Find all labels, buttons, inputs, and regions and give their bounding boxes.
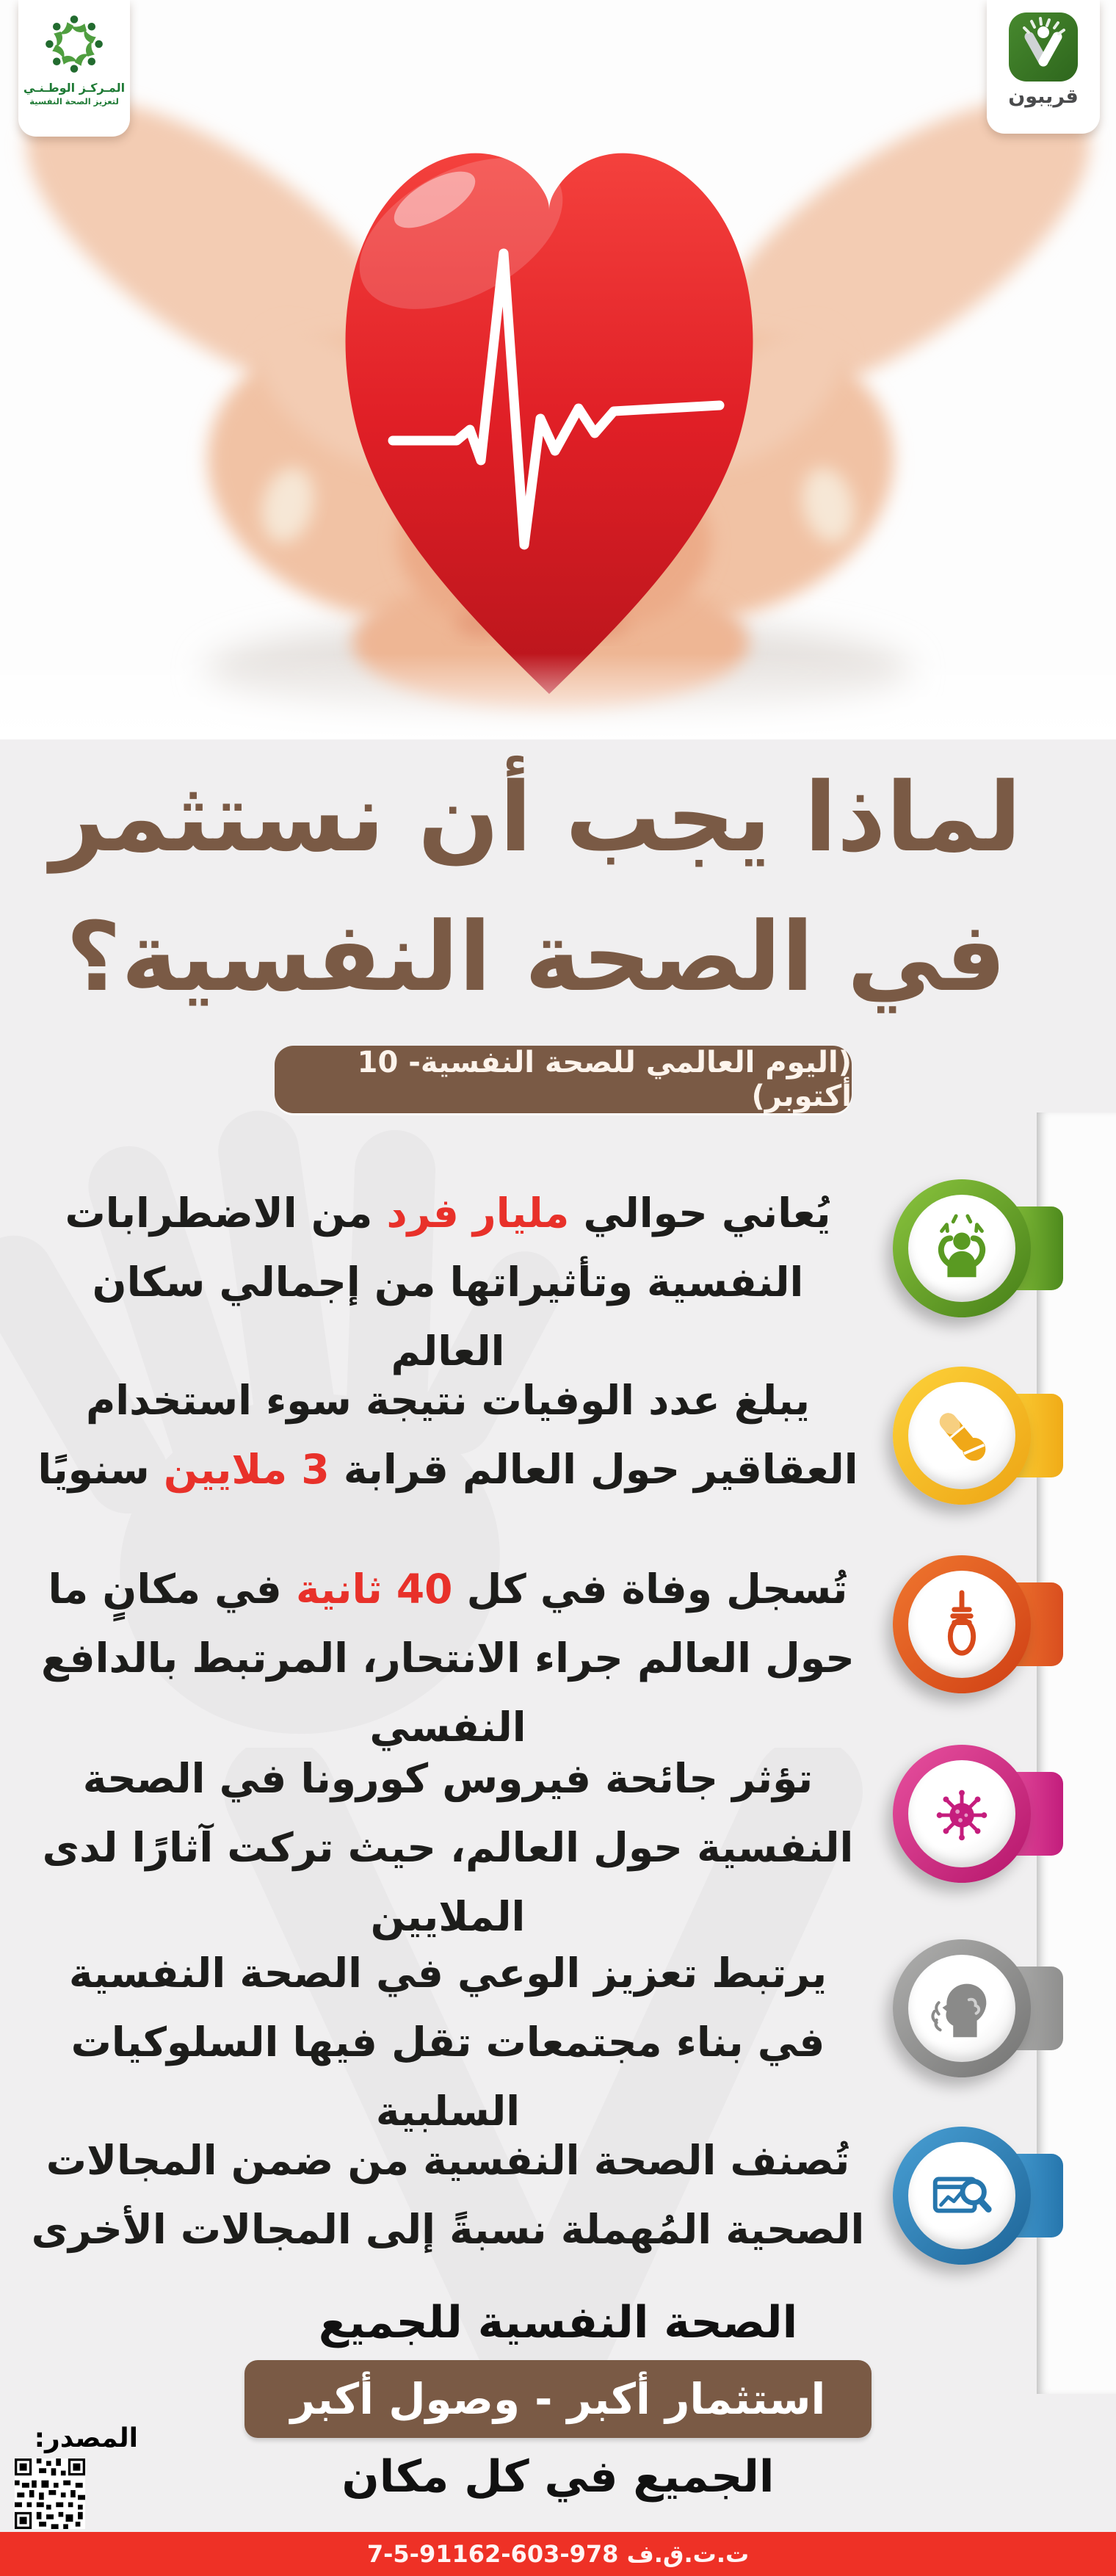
fact-text: تؤثر جائحة فيروس كورونا في الصحة النفسية حول العالم، حيث تركت آثارًا لدى الملايين (42, 1755, 854, 1940)
fact-item-disorders (0, 1179, 1116, 1375)
fact-item-covid (0, 1744, 1116, 1940)
fact-text: يُعاني حوالي مليار فرد من الاضطرابات النفسية وتأثيراتها من إجمالي سكان العالم (65, 1190, 831, 1375)
title-line1: لماذا يجب أن نستثمر (50, 761, 1022, 873)
pills-icon (893, 1367, 1031, 1505)
ncmh-logo-tab (18, 0, 130, 137)
footer-slogan-line2: الجميع في كل مكان (341, 2451, 775, 2503)
qaribon-app-icon (1007, 10, 1080, 84)
fact-item-neglected (0, 2126, 1116, 2265)
highlight-text: مليار فرد (386, 1190, 570, 1237)
fact-text: تُصنف الصحة النفسية من ضمن المجالات الصحية المُهملة نسبةً إلى المجالات الأخرى (31, 2137, 865, 2253)
source-label: المصدر: (34, 2423, 138, 2453)
hands-holding-heart-photo (0, 0, 1116, 739)
footer-slogan-line1: الصحة النفسية للجميع (318, 2297, 798, 2348)
title-line2: في الصحة النفسية؟ (65, 901, 1007, 1013)
isbn-bar (0, 2532, 1116, 2576)
fact-text: يبلغ عدد الوفيات نتيجة سوء استخدام العقاقير حول العالم قرابة 3 ملايين سنويًا (37, 1377, 858, 1493)
qaribon-logo-tab (987, 0, 1100, 134)
highlight-text: 3 ملايين (163, 1446, 330, 1493)
ncmh-name-line2: لتعزيز الصحة النفسية (29, 96, 119, 106)
fact-text: تُسجل وفاة في كل 40 ثانية في مكانٍ ما حول العالم جراء الانتحار، المرتبط بالدافع النفسي (41, 1566, 855, 1751)
fact-item-drug-deaths (0, 1366, 1116, 1505)
ncmh-star-logo-icon (39, 9, 109, 79)
source-qr-code (15, 2459, 85, 2529)
investment-badge: استثمار أكبر - وصول أكبر (244, 2360, 872, 2438)
fact-item-awareness (0, 1939, 1116, 2135)
ncmh-name-line1: المـركـز الوطـنـي (23, 81, 126, 95)
qaribon-label: قريبون (1008, 85, 1079, 108)
page-title (0, 748, 1072, 1027)
virus-icon (893, 1745, 1031, 1883)
fact-item-suicide (0, 1555, 1116, 1751)
highlight-text: 40 ثانية (295, 1566, 453, 1613)
world-mental-health-day-badge: (اليوم العالمي للصحة النفسية- 10 أكتوبر) (275, 1046, 852, 1113)
stressed-person-icon (893, 1179, 1031, 1317)
chart-magnifier-icon (893, 2127, 1031, 2265)
noose-icon (893, 1555, 1031, 1693)
isbn-text: ت.ت.ق.ف 978-603-91162-5-7 (366, 2540, 750, 2568)
mind-hand-icon (893, 1939, 1031, 2077)
fact-text: يرتبط تعزيز الوعي في الصحة النفسية في بناء مجتمعات تقل فيها السلوكيات السلبية (68, 1950, 827, 2135)
